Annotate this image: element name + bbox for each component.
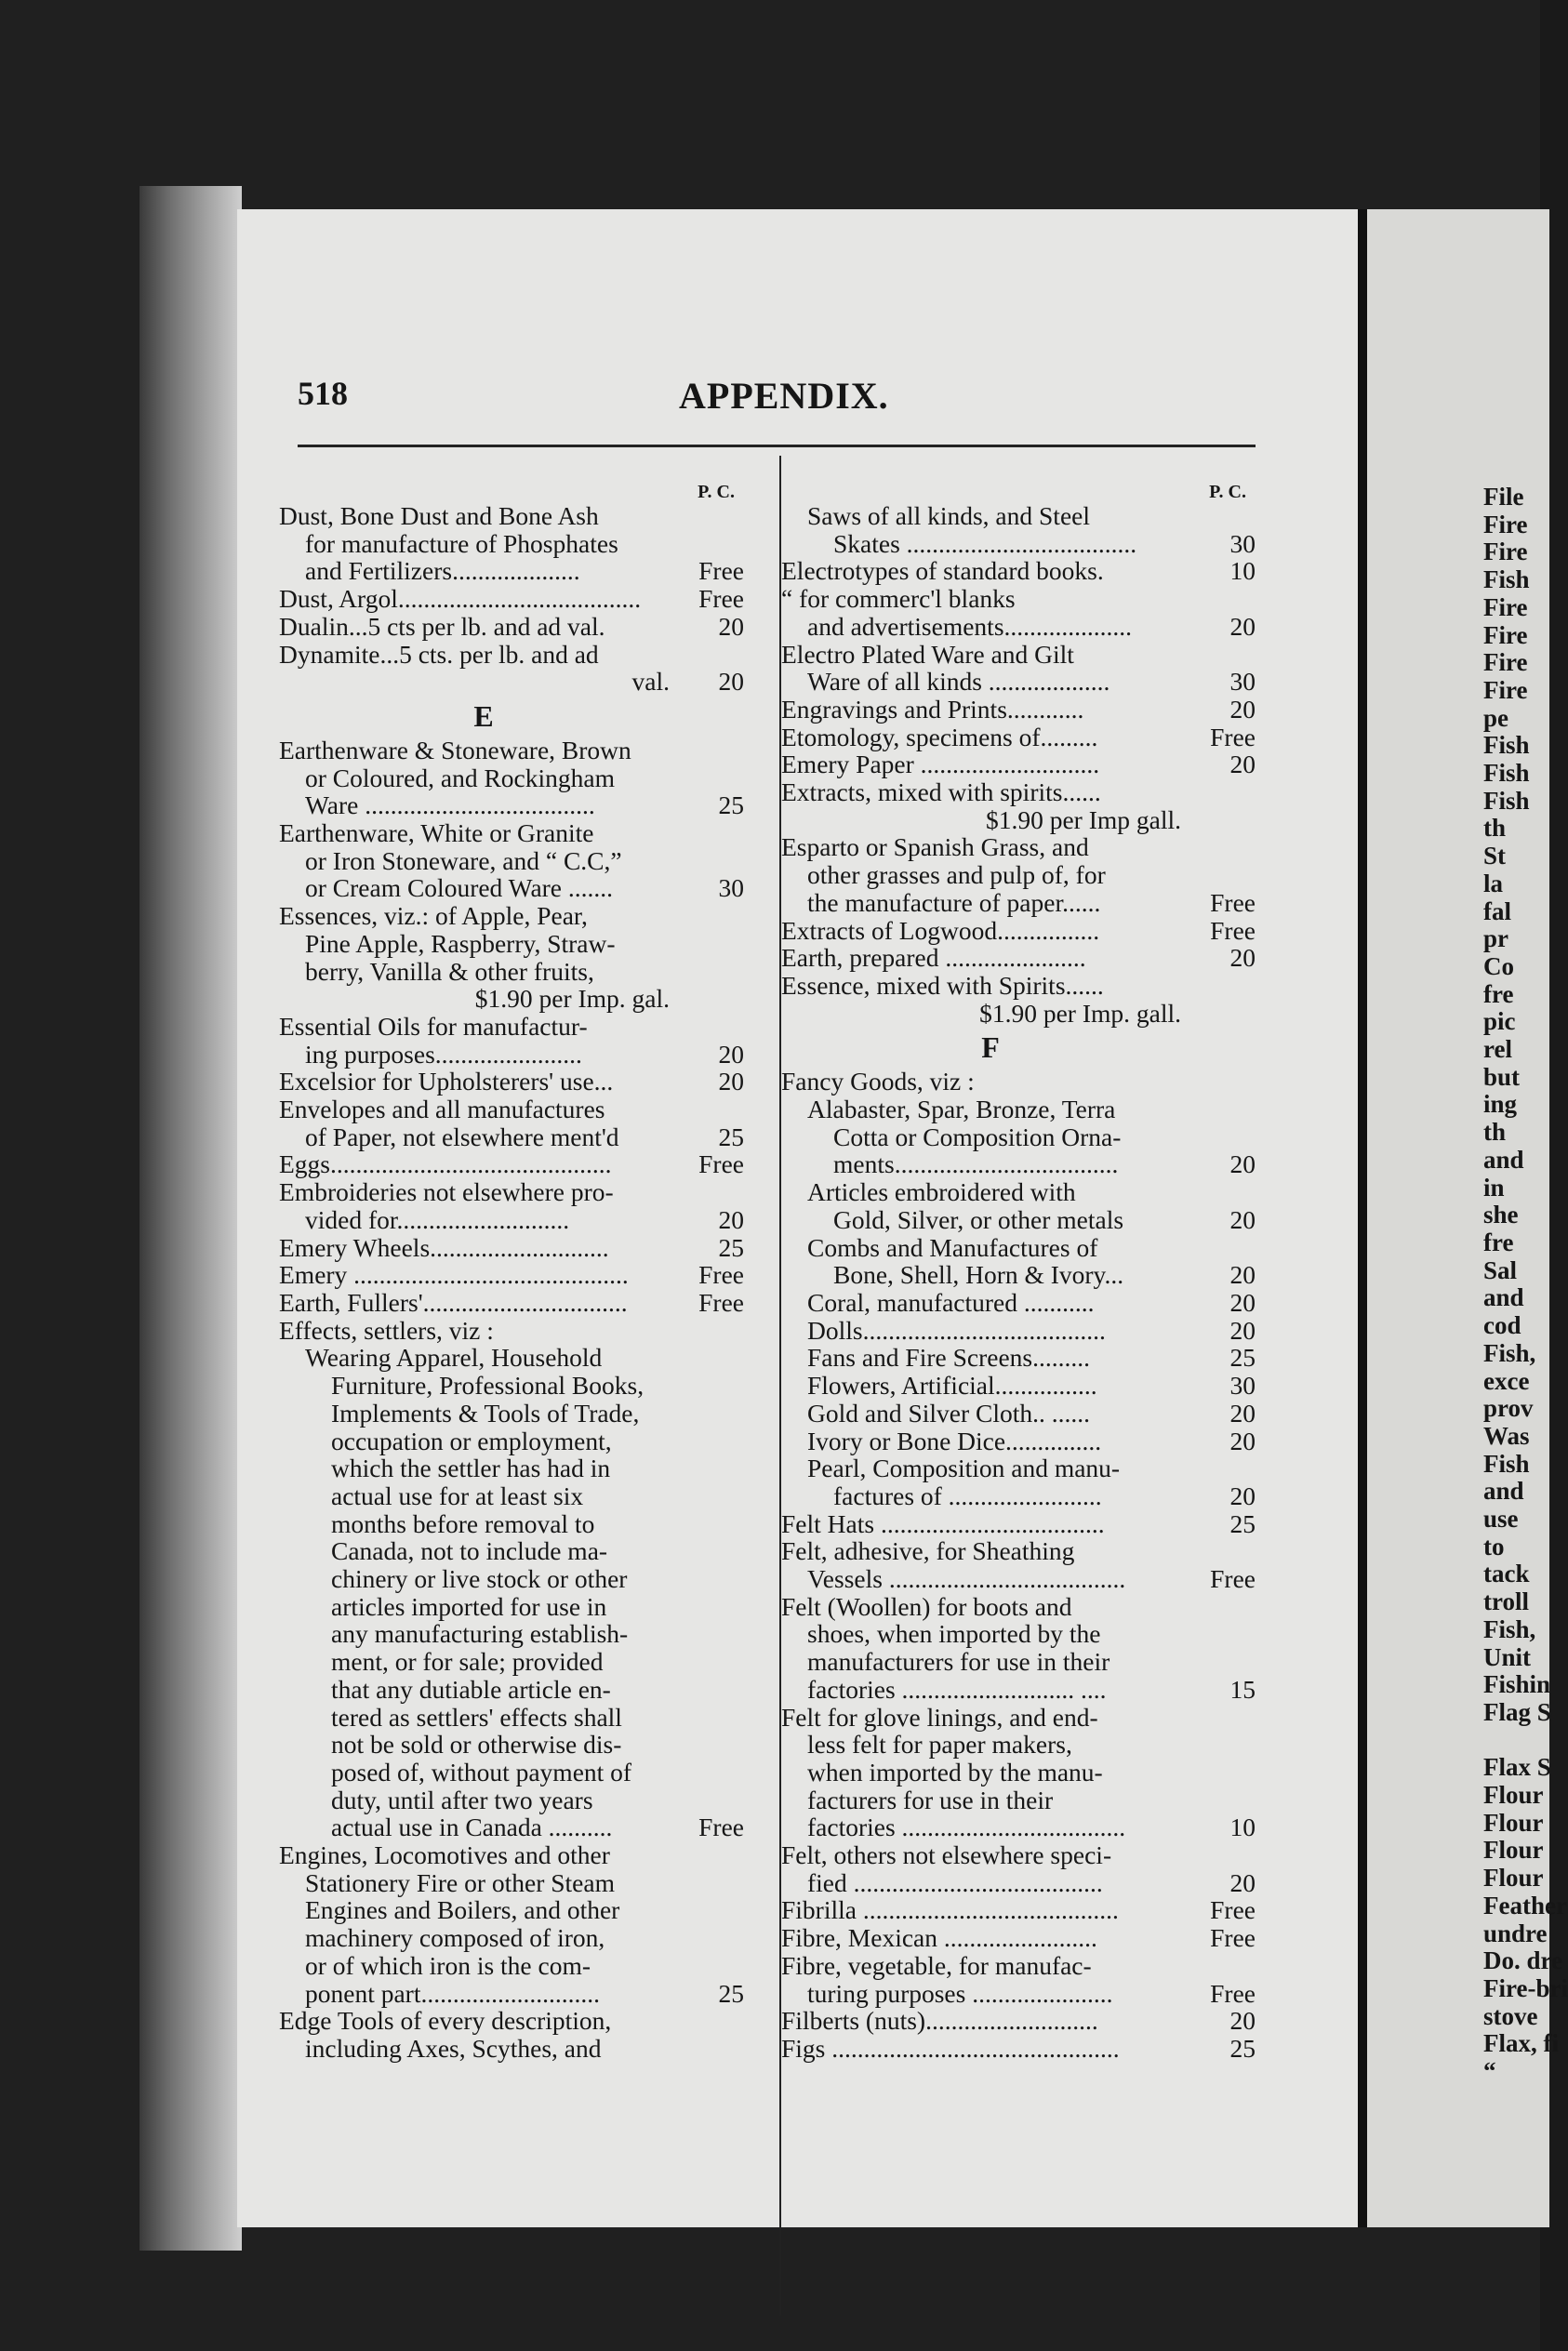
entry-line: Dualin...5 cts per lb. and ad val.	[279, 611, 605, 641]
entry-line: months before removal to	[331, 1508, 595, 1538]
entry-line: Excelsior for Upholsterers' use...	[279, 1067, 614, 1096]
entry-line: for manufacture of Phosphates	[305, 528, 618, 558]
duty-rate: 20	[718, 667, 744, 697]
margin-fragment: File	[1483, 483, 1524, 511]
duty-rate: 20	[1229, 1398, 1256, 1428]
entry-line: Filberts (nuts)...........................	[781, 2006, 1098, 2036]
entry-line: the manufacture of paper......	[807, 887, 1101, 917]
margin-fragment: Fish	[1483, 731, 1530, 760]
tariff-entry	[781, 944, 1256, 972]
entry-line: turing purposes ......................	[807, 1978, 1113, 2008]
tariff-entry	[781, 502, 1256, 557]
entry-line: tered as settlers' effects shall	[331, 1702, 622, 1732]
entry-line: Essences, viz.: of Apple, Pear,	[279, 901, 588, 931]
entry-line: factories ........................... ....	[807, 1674, 1107, 1704]
tariff-entry	[781, 2035, 1256, 2063]
duty-rate: 20	[718, 611, 744, 641]
margin-fragment: Fire-bri	[1483, 1973, 1568, 2002]
tariff-entry	[781, 1317, 1256, 1345]
tariff-entry	[781, 1096, 1256, 1178]
entry-line: Fibrilla ........................................	[781, 1895, 1119, 1925]
entry-line: and Fertilizers....................	[305, 556, 580, 586]
entry-line: Felt (Woollen) for boots and	[781, 1591, 1072, 1621]
tariff-entry	[781, 1896, 1256, 1924]
margin-fragment: ing	[1483, 1090, 1518, 1119]
margin-fragment: Flour	[1483, 1808, 1544, 1837]
entry-line: Fans and Fire Screens.........	[807, 1343, 1090, 1373]
tariff-entry	[279, 1317, 744, 1345]
tariff-entry	[279, 613, 744, 641]
tariff-entry	[279, 819, 744, 902]
tariff-entry	[781, 1841, 1256, 1896]
entry-line: and advertisements....................	[807, 611, 1133, 641]
header-rule	[298, 445, 1256, 447]
pc-label: P. C.	[698, 482, 735, 502]
duty-rate: 20	[1229, 943, 1256, 973]
entry-line: fied .......................................	[807, 1867, 1103, 1897]
tariff-entry	[781, 1704, 1256, 1842]
margin-fragment: troll	[1483, 1587, 1529, 1616]
margin-fragment: Fire	[1483, 620, 1528, 649]
page-title: APPENDIX.	[679, 375, 889, 417]
page-header	[279, 374, 1256, 420]
entry-line: articles imported for use in	[331, 1591, 607, 1621]
tariff-entry	[781, 833, 1256, 916]
entry-line: Earth, Fullers'................................	[279, 1287, 628, 1317]
entry-line: duty, until after two years	[331, 1785, 593, 1814]
entry-line: shoes, when imported by the	[807, 1619, 1101, 1649]
margin-fragment: Fire	[1483, 510, 1528, 538]
margin-fragment: Flag S	[1483, 1697, 1551, 1726]
entry-line: $1.90 per Imp gall.	[985, 804, 1181, 834]
entry-line: when imported by the manu-	[807, 1757, 1103, 1786]
entry-line: Pearl, Composition and manu-	[807, 1454, 1121, 1483]
duty-rate: Free	[698, 1813, 744, 1842]
tariff-entry	[781, 1924, 1256, 1952]
duty-rate: 20	[718, 1067, 744, 1096]
margin-fragment: pr	[1483, 924, 1508, 953]
margin-fragment: Fish	[1483, 1449, 1530, 1478]
entry-line: Cotta or Composition Orna-	[833, 1122, 1122, 1151]
margin-fragment: she	[1483, 1201, 1519, 1229]
duty-rate: 20	[1229, 1260, 1256, 1290]
entry-line: Edge Tools of every description,	[279, 2006, 612, 2036]
tariff-entry	[781, 917, 1256, 945]
section-letter: E	[473, 698, 494, 733]
duty-rate: Free	[698, 1260, 744, 1290]
entry-line: Earthenware, White or Granite	[279, 818, 594, 848]
entry-line: or of which iron is the com-	[305, 1950, 591, 1980]
duty-rate: Free	[698, 584, 744, 614]
tariff-entry	[781, 1234, 1256, 1289]
entry-line: Implements & Tools of Trade,	[331, 1398, 640, 1428]
duty-rate: 20	[1229, 1867, 1256, 1897]
duty-rate: 25	[718, 1978, 744, 2008]
margin-fragment: Fish	[1483, 786, 1530, 815]
entry-line: ments...................................	[833, 1149, 1119, 1179]
margin-fragment: Fire	[1483, 592, 1528, 621]
tariff-entry	[781, 1510, 1256, 1538]
entry-line: occupation or employment,	[331, 1426, 612, 1455]
duty-rate: Free	[698, 1287, 744, 1317]
entry-line: Felt Hats ...................................	[781, 1508, 1105, 1538]
duty-rate: 20	[718, 1204, 744, 1234]
margin-fragment: in	[1483, 1173, 1505, 1202]
tariff-entry	[781, 1178, 1256, 1233]
margin-fragment: tack	[1483, 1560, 1530, 1588]
entry-line: not be sold or otherwise dis-	[331, 1730, 622, 1760]
entry-line: Stationery Fire or other Steam	[305, 1867, 615, 1897]
margin-fragment: rel	[1483, 1035, 1512, 1064]
entry-line: Emery Wheels............................	[279, 1232, 609, 1262]
duty-rate: 10	[1229, 1813, 1256, 1842]
entry-line: any manufacturing establish-	[331, 1619, 629, 1649]
duty-rate: Free	[1210, 915, 1256, 945]
entry-line: Emery Paper ............................	[781, 750, 1100, 779]
entry-line: $1.90 per Imp. gall.	[979, 998, 1181, 1028]
margin-fragment: and	[1483, 1477, 1524, 1506]
entry-line: machinery composed of iron,	[305, 1923, 605, 1953]
entry-line: Fibre, vegetable, for manufac-	[781, 1950, 1092, 1980]
entry-line: factures of ........................	[833, 1481, 1102, 1510]
entry-line: Electrotypes of standard books.	[781, 556, 1104, 586]
tariff-entry	[279, 502, 744, 585]
duty-rate: 25	[1229, 2033, 1256, 2063]
margin-fragment: Flour	[1483, 1864, 1544, 1893]
margin-fragment: Sal	[1483, 1255, 1518, 1284]
duty-rate: 20	[1229, 611, 1256, 641]
duty-rate: 20	[1229, 1287, 1256, 1317]
duty-rate: 15	[1229, 1674, 1256, 1704]
margin-fragment: pe	[1483, 703, 1508, 732]
margin-fragment: th	[1483, 814, 1507, 843]
tariff-entry	[279, 1096, 744, 1150]
duty-rate: 10	[1229, 556, 1256, 586]
duty-rate: 20	[1229, 1481, 1256, 1510]
entry-line: Articles embroidered with	[807, 1177, 1076, 1207]
entry-line: Coral, manufactured ...........	[807, 1287, 1095, 1317]
tariff-entry	[781, 1537, 1256, 1592]
margin-fragment: Fire	[1483, 538, 1528, 566]
duty-rate: Free	[698, 1149, 744, 1179]
tariff-entry	[279, 585, 744, 613]
entry-line: Earth, prepared ......................	[781, 943, 1086, 973]
margin-fragment: fre	[1483, 1228, 1514, 1256]
margin-fragment: th	[1483, 1118, 1507, 1147]
margin-fragment: and	[1483, 1145, 1524, 1174]
tariff-entry	[279, 1013, 744, 1068]
margin-fragment: cod	[1483, 1311, 1521, 1340]
entry-line: Ivory or Bone Dice...............	[807, 1426, 1102, 1455]
tariff-entry	[781, 1454, 1256, 1509]
entry-line: factories ...................................	[807, 1813, 1126, 1842]
duty-rate: 25	[718, 1122, 744, 1151]
duty-rate: 20	[1229, 1149, 1256, 1179]
tariff-entry	[781, 1068, 1256, 1096]
margin-fragment: “	[1483, 2057, 1496, 2086]
entry-line: other grasses and pulp of, for	[807, 860, 1106, 890]
entry-line: Emery ...........................................	[279, 1260, 629, 1290]
tariff-entry	[781, 557, 1256, 585]
entry-line: Vessels .....................................	[807, 1564, 1126, 1594]
entry-line: actual use for at least six	[331, 1481, 584, 1510]
margin-fragment: Flour	[1483, 1781, 1544, 1810]
margin-fragment: Was	[1483, 1421, 1530, 1450]
tariff-entry	[781, 1428, 1256, 1455]
tariff-entry	[279, 1289, 744, 1317]
entry-line: Figs .............................................	[781, 2033, 1120, 2063]
duty-rate: Free	[1210, 1895, 1256, 1925]
duty-rate: 25	[718, 790, 744, 820]
entry-line: Electro Plated Ware and Gilt	[781, 639, 1074, 669]
entry-line: “ for commerc'l blanks	[781, 584, 1016, 614]
margin-fragment: fal	[1483, 897, 1511, 925]
margin-fragment: pic	[1483, 1007, 1516, 1036]
margin-fragment: St	[1483, 842, 1507, 870]
tariff-entry	[781, 585, 1256, 640]
tariff-entry	[279, 1344, 744, 1841]
tariff-entry	[781, 972, 1256, 1027]
entry-line: Felt, others not elsewhere speci-	[781, 1840, 1112, 1870]
tariff-entry	[781, 1289, 1256, 1317]
left-column	[279, 482, 744, 2063]
entry-line: Pine Apple, Raspberry, Straw-	[305, 928, 616, 958]
entry-line: Ware ....................................	[305, 790, 595, 820]
margin-fragment: prov	[1483, 1394, 1534, 1423]
tariff-entry	[279, 1178, 744, 1233]
margin-fragment: la	[1483, 869, 1504, 897]
margin-fragment: Fishin	[1483, 1670, 1551, 1699]
duty-rate: 30	[718, 873, 744, 903]
book-page-edges	[140, 186, 242, 2251]
entry-line: Furniture, Professional Books,	[331, 1371, 644, 1401]
margin-fragment: stove	[1483, 2001, 1538, 2030]
entry-line: Effects, settlers, viz :	[279, 1315, 494, 1345]
duty-rate: 25	[1229, 1508, 1256, 1538]
tariff-entry	[279, 1150, 744, 1178]
entry-line: Bone, Shell, Horn & Ivory...	[833, 1260, 1124, 1290]
tariff-entry	[781, 750, 1256, 778]
entry-line: Gold and Silver Cloth.. ......	[807, 1398, 1091, 1428]
tariff-entry	[279, 1261, 744, 1289]
margin-fragment: and	[1483, 1283, 1524, 1312]
duty-rate: Free	[1210, 887, 1256, 917]
entry-line: Etomology, specimens of.........	[781, 722, 1098, 751]
entry-line: Essence, mixed with Spirits......	[781, 970, 1104, 1000]
entry-line: Envelopes and all manufactures	[279, 1095, 605, 1124]
tariff-entry	[279, 641, 744, 696]
tariff-entry	[781, 1372, 1256, 1400]
entry-line: Dust, Argol......................................	[279, 584, 642, 614]
entry-line: manufacturers for use in their	[807, 1647, 1110, 1677]
margin-fragment: Fish	[1483, 565, 1530, 594]
duty-rate: 20	[718, 1039, 744, 1069]
margin-fragment: Do. dre	[1483, 1946, 1562, 1975]
entry-line: or Cream Coloured Ware .......	[305, 873, 614, 903]
entry-line: Combs and Manufactures of	[807, 1232, 1098, 1262]
entry-line: which the settler has had in	[331, 1454, 611, 1483]
entry-line: ing purposes.......................	[305, 1039, 582, 1069]
duty-rate: Free	[1210, 1978, 1256, 2008]
entry-line: of Paper, not elsewhere ment'd	[305, 1122, 619, 1151]
duty-rate: 20	[1229, 1315, 1256, 1345]
entry-line: Esparto or Spanish Grass, and	[781, 832, 1089, 862]
tariff-entry	[781, 1400, 1256, 1428]
entry-line: including Axes, Scythes, and	[305, 2033, 602, 2063]
margin-fragment: Unit	[1483, 1642, 1532, 1671]
duty-rate: 20	[1229, 1204, 1256, 1234]
entry-line: Engines, Locomotives and other	[279, 1840, 610, 1870]
duty-rate: 20	[1229, 750, 1256, 779]
entry-line: Engines and Boilers, and other	[305, 1895, 620, 1925]
margin-fragment: to	[1483, 1532, 1505, 1561]
entry-line: $1.90 per Imp. gal.	[474, 984, 670, 1014]
entry-line: val.	[631, 667, 670, 697]
margin-fragment: Fish,	[1483, 1338, 1536, 1367]
entry-line: or Coloured, and Rockingham	[305, 763, 615, 792]
margin-fragment: Flax S	[1483, 1753, 1551, 1782]
adjacent-page-fragments	[1483, 483, 1568, 2086]
margin-fragment: Flax, fi	[1483, 2029, 1559, 2058]
entry-line: or Iron Stoneware, and “ C.C,”	[305, 845, 622, 875]
entry-line: Embroideries not elsewhere pro-	[279, 1177, 614, 1207]
entry-line: vided for...........................	[305, 1204, 570, 1234]
right-column	[781, 482, 1256, 2063]
entry-line: Alabaster, Spar, Bronze, Terra	[807, 1095, 1116, 1124]
duty-rate: 30	[1229, 1371, 1256, 1401]
tariff-entry	[279, 902, 744, 1013]
margin-fragment: Fire	[1483, 648, 1528, 677]
entry-line: Eggs............................................	[279, 1149, 612, 1179]
duty-rate: 25	[718, 1232, 744, 1262]
entry-line: Saws of all kinds, and Steel	[807, 501, 1090, 530]
duty-rate: 30	[1229, 667, 1256, 697]
margin-fragment: undre	[1483, 1919, 1548, 1947]
margin-fragment: Feather	[1483, 1891, 1567, 1919]
entry-line: Dust, Bone Dust and Bone Ash	[279, 501, 599, 530]
tariff-entry	[781, 1952, 1256, 2007]
entry-line: posed of, without payment of	[331, 1757, 632, 1786]
entry-line: less felt for paper makers,	[807, 1730, 1072, 1760]
margin-fragment: but	[1483, 1062, 1521, 1091]
page-number: 518	[298, 375, 348, 412]
margin-fragment	[1483, 1727, 1540, 1755]
entry-line: facturers for use in their	[807, 1785, 1054, 1814]
entry-line: that any dutiable article en-	[331, 1674, 611, 1704]
entry-line: Dynamite...5 cts. per lb. and ad	[279, 639, 599, 669]
entry-line: Fancy Goods, viz :	[781, 1067, 975, 1096]
entry-line: chinery or live stock or other	[331, 1564, 628, 1594]
entry-line: ment, or for sale; provided	[331, 1647, 604, 1677]
duty-rate: 20	[1229, 694, 1256, 724]
entry-line: actual use in Canada ..........	[331, 1813, 613, 1842]
margin-fragment: Fish,	[1483, 1614, 1536, 1643]
duty-rate: Free	[1210, 1923, 1256, 1953]
tariff-entry	[279, 2007, 744, 2062]
entry-line: Felt, adhesive, for Sheathing	[781, 1536, 1075, 1566]
tariff-entry	[781, 696, 1256, 724]
duty-rate: 20	[1229, 2006, 1256, 2036]
tariff-entry	[781, 641, 1256, 696]
tariff-entry	[781, 2007, 1256, 2035]
tariff-entry	[781, 1344, 1256, 1372]
duty-rate: 30	[1229, 528, 1256, 558]
entry-line: Extracts, mixed with spirits......	[781, 777, 1101, 807]
margin-fragment: fre	[1483, 979, 1514, 1008]
tariff-entry	[279, 737, 744, 819]
duty-rate: Free	[1210, 722, 1256, 751]
duty-rate: Free	[1210, 1564, 1256, 1594]
entry-line: Flowers, Artificial................	[807, 1371, 1097, 1401]
pc-label: P. C.	[1209, 482, 1246, 502]
entry-line: Felt for glove linings, and end-	[781, 1702, 1098, 1732]
entry-line: Ware of all kinds ...................	[807, 667, 1110, 697]
tariff-entry	[279, 1841, 744, 2007]
entry-line: Extracts of Logwood................	[781, 915, 1100, 945]
entry-line: Essential Oils for manufactur-	[279, 1011, 588, 1041]
section-letter: F	[981, 1030, 1000, 1065]
duty-rate: 25	[1229, 1343, 1256, 1373]
entry-line: Engravings and Prints............	[781, 694, 1084, 724]
margin-fragment: Fish	[1483, 759, 1530, 788]
entry-line: Dolls......................................	[807, 1315, 1106, 1345]
tariff-entry	[279, 1234, 744, 1262]
entry-line: Canada, not to include ma-	[331, 1536, 608, 1566]
tariff-entry	[279, 1068, 744, 1096]
entry-line: Wearing Apparel, Household	[305, 1343, 603, 1373]
duty-rate: Free	[698, 556, 744, 586]
entry-line: ponent part............................	[305, 1978, 600, 2008]
tariff-entry	[781, 1593, 1256, 1704]
entry-line: Fibre, Mexican ........................	[781, 1923, 1097, 1953]
tariff-entry	[781, 724, 1256, 751]
entry-line: Earthenware & Stoneware, Brown	[279, 735, 631, 764]
duty-rate: 20	[1229, 1426, 1256, 1455]
margin-fragment: Co	[1483, 951, 1514, 980]
entry-line: Gold, Silver, or other metals	[833, 1204, 1124, 1234]
margin-fragment: Flour	[1483, 1836, 1544, 1865]
entry-line: berry, Vanilla & other fruits,	[305, 956, 594, 986]
margin-fragment: use	[1483, 1505, 1519, 1534]
tariff-entry	[781, 778, 1256, 833]
margin-fragment: exce	[1483, 1366, 1530, 1395]
entry-line: Skates ....................................	[833, 528, 1137, 558]
margin-fragment: Fire	[1483, 675, 1528, 704]
